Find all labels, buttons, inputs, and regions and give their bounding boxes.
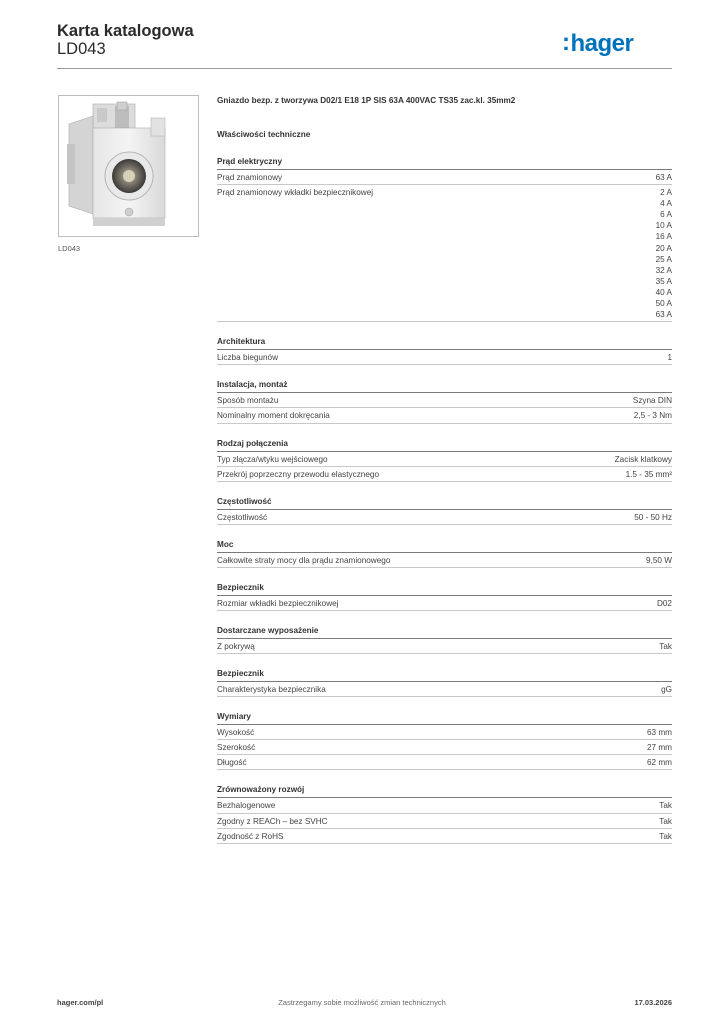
spec-row bbox=[217, 798, 672, 813]
spec-group-title: Architektura bbox=[217, 336, 672, 350]
spec-row bbox=[217, 814, 672, 829]
product-description: Gniazdo bezp. z tworzywa D02/1 E18 1P SIS 63A 400VAC TS35 zac.kl. 35mm2 bbox=[217, 96, 516, 105]
spec-label: Wysokość bbox=[217, 728, 255, 738]
spec-row bbox=[217, 755, 672, 770]
spec-values bbox=[657, 598, 672, 609]
footer-website-link[interactable]: hager.com/pl bbox=[57, 998, 104, 1007]
spec-row bbox=[217, 682, 672, 697]
spec-value: Szyna DIN bbox=[632, 396, 672, 406]
image-caption: LD043 bbox=[58, 244, 81, 253]
spec-group-title: Bezpiecznik bbox=[217, 668, 672, 682]
spec-label: Z pokrywą bbox=[217, 641, 255, 651]
spec-value: 50 A bbox=[655, 299, 672, 309]
spec-row bbox=[217, 510, 672, 525]
spec-group-title: Prąd elektryczny bbox=[217, 156, 672, 170]
spec-label: Charakterystyka bezpiecznika bbox=[217, 685, 326, 695]
spec-group-title: Instalacja, montaż bbox=[217, 379, 672, 393]
spec-value: 62 mm bbox=[646, 758, 672, 768]
spec-values bbox=[656, 172, 672, 183]
spec-value: 27 mm bbox=[646, 743, 672, 753]
spec-group-title: Częstotliwość bbox=[217, 496, 672, 510]
spec-value: 35 A bbox=[655, 276, 672, 286]
spec-label: Częstotliwość bbox=[217, 512, 268, 522]
spec-label: Całkowite straty mocy dla prądu znamionowego bbox=[217, 555, 391, 565]
fuse-holder-picture bbox=[59, 96, 198, 236]
spec-value: Tak bbox=[659, 816, 672, 826]
spec-group bbox=[217, 379, 672, 423]
spec-values bbox=[659, 641, 672, 652]
spec-group-title: Zrównoważony rozwój bbox=[217, 784, 672, 798]
document-title: Karta katalogowa bbox=[57, 22, 194, 40]
spec-label: Zgodność z RoHS bbox=[217, 831, 284, 841]
spec-value: 16 A bbox=[655, 232, 672, 242]
spec-group-title: Dostarczane wyposażenie bbox=[217, 625, 672, 639]
spec-value: 9,50 W bbox=[646, 555, 672, 565]
spec-row bbox=[217, 350, 672, 365]
spec-values bbox=[647, 742, 672, 753]
spec-value: 25 A bbox=[655, 254, 672, 264]
spec-group bbox=[217, 438, 672, 482]
spec-value: Zacisk klatkowy bbox=[614, 454, 672, 464]
spec-label: Bezhalogenowe bbox=[217, 801, 276, 811]
spec-values bbox=[656, 187, 672, 320]
spec-label: Długość bbox=[217, 758, 247, 768]
spec-row bbox=[217, 725, 672, 740]
spec-value: 20 A bbox=[655, 243, 672, 253]
spec-value: 4 A bbox=[660, 199, 672, 209]
spec-group bbox=[217, 539, 672, 568]
spec-group bbox=[217, 625, 672, 654]
spec-value: 63 A bbox=[655, 173, 672, 182]
spec-row bbox=[217, 829, 672, 844]
spec-values bbox=[661, 684, 672, 695]
spec-values bbox=[659, 831, 672, 842]
spec-row bbox=[217, 467, 672, 482]
spec-label: Szerokość bbox=[217, 743, 256, 753]
spec-group bbox=[217, 582, 672, 611]
spec-values bbox=[659, 800, 672, 811]
footer-note: Zastrzegamy sobie możliwość zmian technicznych bbox=[278, 998, 446, 1007]
spec-label: Zgodny z REACh – bez SVHC bbox=[217, 816, 328, 826]
spec-group-title: Rodzaj połączenia bbox=[217, 438, 672, 452]
spec-values bbox=[626, 469, 672, 480]
spec-group bbox=[217, 496, 672, 525]
spec-values bbox=[615, 454, 672, 465]
spec-value: 1.5 - 35 mm² bbox=[625, 469, 672, 479]
footer-date: 17.03.2026 bbox=[634, 998, 672, 1007]
spec-value: 50 - 50 Hz bbox=[634, 512, 672, 522]
spec-groups bbox=[217, 156, 672, 844]
spec-values bbox=[646, 555, 672, 566]
spec-values bbox=[633, 395, 672, 406]
spec-label: Nominalny moment dokręcania bbox=[217, 411, 330, 421]
spec-row bbox=[217, 553, 672, 568]
spec-group-title: Wymiary bbox=[217, 711, 672, 725]
spec-value: Tak bbox=[659, 831, 672, 841]
spec-value: D02 bbox=[656, 598, 672, 608]
spec-values bbox=[634, 410, 672, 421]
spec-row bbox=[217, 408, 672, 423]
spec-value: 6 A bbox=[660, 210, 672, 220]
spec-row bbox=[217, 185, 672, 322]
spec-label: Prąd znamionowy wkładki bezpiecznikowej bbox=[217, 188, 374, 198]
spec-row bbox=[217, 452, 672, 467]
spec-value: 63 mm bbox=[646, 728, 672, 738]
spec-group bbox=[217, 711, 672, 770]
spec-group-title: Moc bbox=[217, 539, 672, 553]
spec-value: 2,5 - 3 Nm bbox=[633, 411, 672, 421]
header-divider bbox=[57, 68, 672, 69]
spec-values bbox=[647, 727, 672, 738]
spec-row bbox=[217, 170, 672, 185]
spec-group bbox=[217, 668, 672, 697]
spec-values bbox=[647, 757, 672, 768]
spec-value: 10 A bbox=[655, 221, 672, 231]
spec-value: 63 A bbox=[655, 310, 672, 320]
spec-content bbox=[217, 95, 672, 844]
spec-value: Tak bbox=[659, 801, 672, 811]
spec-value: 2 A bbox=[660, 188, 672, 198]
product-image bbox=[58, 95, 199, 237]
spec-label: Liczba biegunów bbox=[217, 353, 278, 363]
product-code: LD043 bbox=[57, 40, 106, 58]
spec-row bbox=[217, 596, 672, 611]
spec-value: 32 A bbox=[655, 265, 672, 275]
spec-values bbox=[667, 352, 672, 363]
spec-row bbox=[217, 639, 672, 654]
spec-group bbox=[217, 336, 672, 365]
spec-label: Sposób montażu bbox=[217, 396, 279, 406]
spec-value: 1 bbox=[667, 353, 672, 363]
spec-values bbox=[659, 816, 672, 827]
spec-group bbox=[217, 156, 672, 322]
spec-label: Przekrój poprzeczny przewodu elastycznego bbox=[217, 469, 380, 479]
spec-group-title: Bezpiecznik bbox=[217, 582, 672, 596]
spec-value: Tak bbox=[659, 641, 672, 651]
spec-row bbox=[217, 740, 672, 755]
spec-label: Typ złącza/wtyku wejściowego bbox=[217, 454, 328, 464]
technical-properties-heading: Właściwości techniczne bbox=[217, 130, 311, 139]
spec-value: 40 A bbox=[655, 287, 672, 297]
spec-label: Rozmiar wkładki bezpiecznikowej bbox=[217, 598, 339, 608]
spec-label: Prąd znamionowy bbox=[217, 173, 283, 182]
spec-row bbox=[217, 393, 672, 408]
spec-group bbox=[217, 784, 672, 843]
spec-value: gG bbox=[661, 685, 672, 695]
spec-values bbox=[634, 512, 672, 523]
hager-logo: :hager bbox=[562, 29, 634, 57]
